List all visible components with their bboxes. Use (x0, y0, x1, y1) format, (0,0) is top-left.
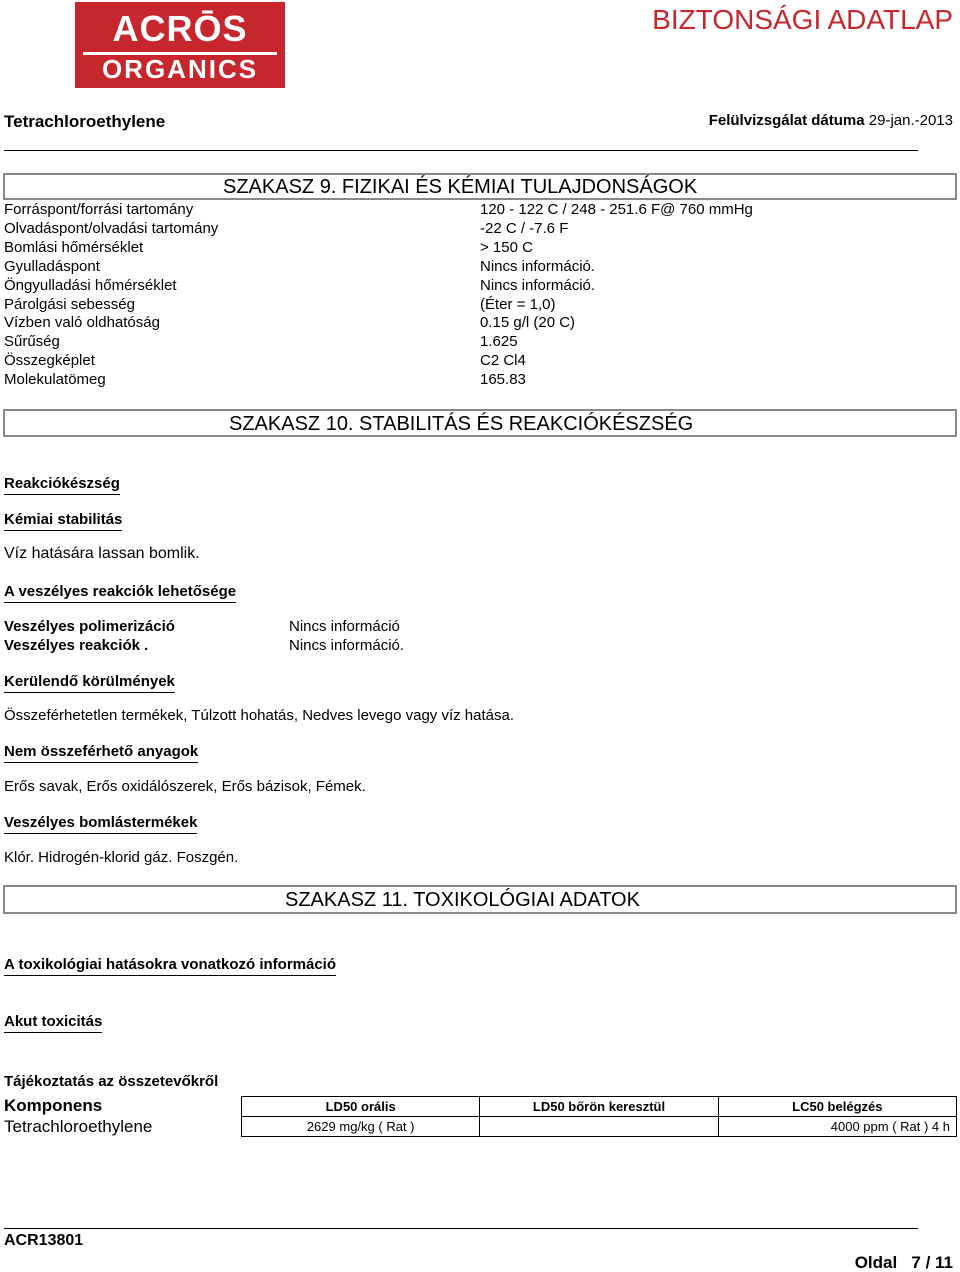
property-label: Forráspont/forrási tartomány (4, 201, 194, 218)
logo-line2: ORGANICS (101, 54, 259, 84)
section9-header (3, 173, 957, 200)
chemical-stability-heading: Kémiai stabilitás (4, 511, 122, 531)
lc50-inhalation-value: 4000 ppm ( Rat ) 4 h (718, 1117, 956, 1137)
chemical-stability-text: Víz hatására lassan bomlik. (4, 545, 200, 562)
ld50-dermal-value (480, 1117, 718, 1137)
section10-title: SZAKASZ 10. STABILITÁS ÉS REAKCIÓKÉSZSÉG (229, 413, 694, 435)
revision-date (709, 112, 953, 129)
toxicity-table-header-row (242, 1097, 957, 1117)
property-label: Párolgási sebesség (4, 296, 135, 313)
incompatible-materials-heading: Nem összeférhető anyagok (4, 743, 198, 763)
property-label: Gyulladáspont (4, 258, 100, 275)
polymerization-label: Veszélyes polimerizáció (4, 618, 175, 635)
toxicity-table (241, 1096, 957, 1137)
lc50-inhalation-header: LC50 belégzés (718, 1097, 956, 1117)
hazardous-reactions-heading: A veszélyes reakciók lehetősége (4, 583, 236, 603)
property-label: Olvadáspont/olvadási tartomány (4, 220, 219, 237)
property-value: 0.15 g/l (20 C) (480, 314, 576, 331)
property-value: Nincs információ. (480, 258, 596, 275)
product-name: Tetrachloroethylene (4, 112, 166, 131)
property-value: > 150 C (480, 239, 533, 256)
logo-line1: ACRŌS (112, 8, 248, 49)
property-label: Összegképlet (4, 352, 95, 369)
page-label: Oldal (854, 1253, 898, 1272)
property-label: Bomlási hőmérséklet (4, 239, 144, 256)
document-code: ACR13801 (4, 1232, 84, 1249)
property-value: 120 - 122 C / 248 - 251.6 F@ 760 mmHg (480, 201, 753, 218)
property-label: Molekulatömeg (4, 371, 106, 388)
conditions-to-avoid-heading: Kerülendő körülmények (4, 673, 175, 693)
ld50-dermal-header: LD50 bőrön keresztül (480, 1097, 718, 1117)
polymerization-value: Nincs információ (289, 618, 400, 635)
hazardous-reactions-value: Nincs információ. (289, 637, 405, 654)
page-value: 7 / 11 (911, 1253, 953, 1272)
revision-date-value: 29-jan.-2013 (868, 112, 953, 129)
property-label: Sűrűség (4, 333, 60, 350)
page-number (855, 1253, 953, 1272)
section9-title: SZAKASZ 9. FIZIKAI ÉS KÉMIAI TULAJDONSÁGOK (223, 176, 698, 198)
property-label: Vízben való oldhatóság (4, 314, 160, 331)
acute-toxicity-heading: Akut toxicitás (4, 1013, 102, 1033)
components-info-heading: Tájékoztatás az összetevőkről (4, 1073, 219, 1090)
property-value: 1.625 (480, 333, 518, 350)
component-name: Tetrachloroethylene (4, 1117, 153, 1136)
section11-title: SZAKASZ 11. TOXIKOLÓGIAI ADATOK (285, 889, 640, 911)
ld50-oral-header: LD50 orális (242, 1097, 480, 1117)
property-value: (Éter = 1,0) (480, 296, 556, 313)
acros-organics-logo (75, 2, 285, 88)
property-value: C2 Cl4 (480, 352, 526, 369)
decomposition-products-text: Klór. Hidrogén-klorid gáz. Foszgén. (4, 849, 239, 866)
incompatible-materials-text: Erős savak, Erős oxidálószerek, Erős bázisok, Fémek. (4, 778, 366, 795)
reactivity-heading: Reakciókészség (4, 475, 120, 495)
decomposition-products-heading: Veszélyes bomlástermékek (4, 814, 197, 834)
conditions-to-avoid-text: Összeférhetetlen termékek, Túlzott hohatás, Nedves levego vagy víz hatása. (4, 707, 514, 724)
document-title: BIZTONSÁGI ADATLAP (652, 4, 953, 35)
property-label: Öngyulladási hőmérséklet (4, 277, 177, 294)
toxicological-info-heading: A toxikológiai hatásokra vonatkozó információ (4, 956, 336, 976)
section11-header (3, 885, 957, 914)
property-value: -22 C / -7.6 F (480, 220, 569, 237)
table-row (242, 1117, 957, 1137)
property-value: 165.83 (480, 371, 526, 388)
header-rule (4, 150, 918, 151)
ld50-oral-value: 2629 mg/kg ( Rat ) (242, 1117, 480, 1137)
revision-label: Felülvizsgálat dátuma (708, 112, 865, 129)
footer-rule (4, 1228, 918, 1229)
section10-header (3, 409, 957, 437)
component-column-header: Komponens (4, 1096, 103, 1115)
hazardous-reactions-label: Veszélyes reakciók . (4, 637, 149, 654)
property-value: Nincs információ. (480, 277, 596, 294)
